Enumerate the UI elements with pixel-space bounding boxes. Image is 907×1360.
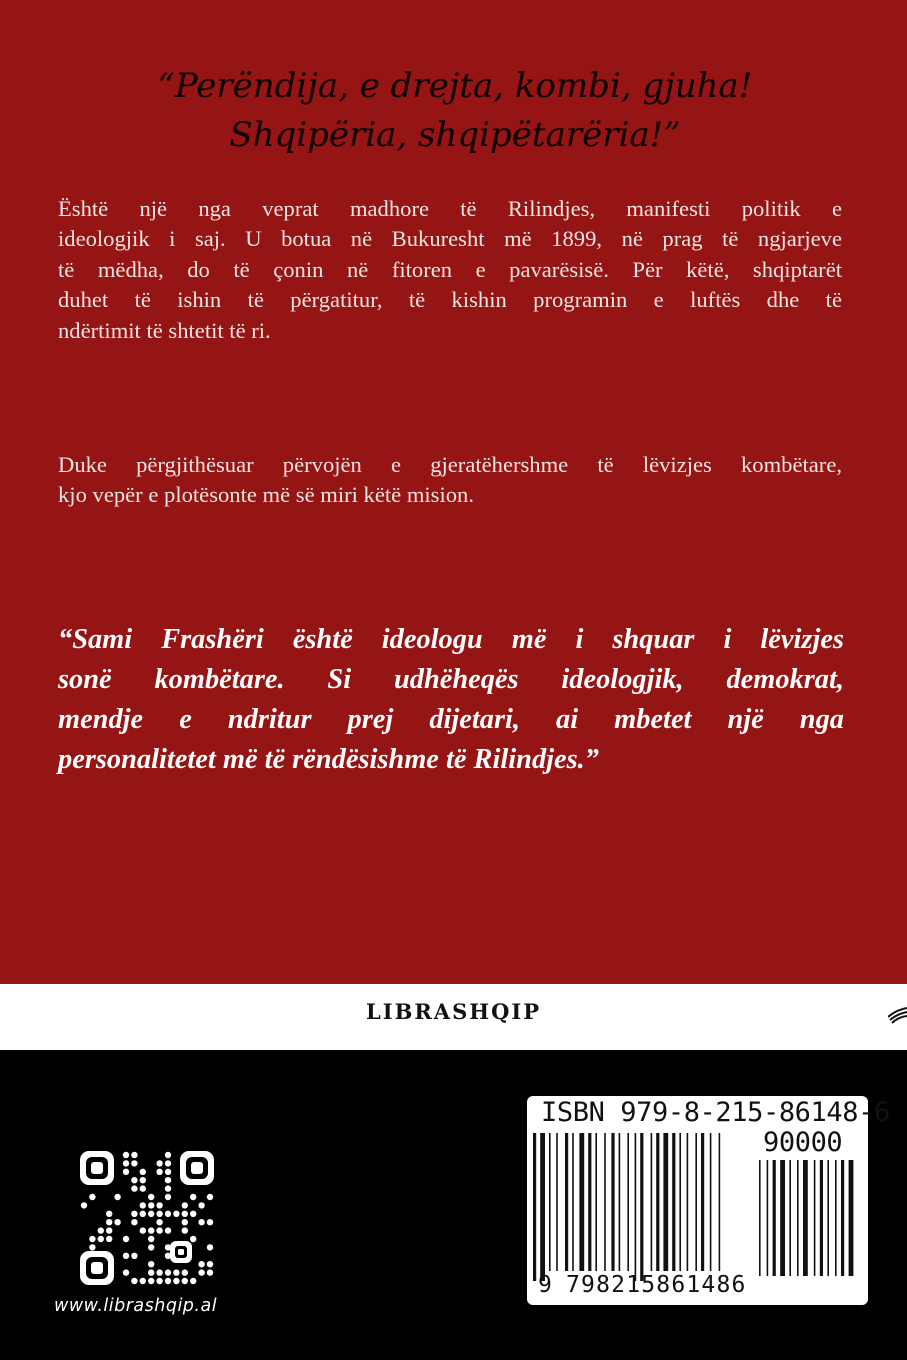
headline-quote xyxy=(60,62,850,160)
quote-line: “Sami Frashëri është ideologu më i shquar i lëvizjes xyxy=(58,624,844,655)
ean-digits: 798215861486 xyxy=(566,1272,747,1298)
price-code: 90000 xyxy=(763,1127,843,1158)
description-paragraph-2 xyxy=(58,450,842,511)
qr-code-icon xyxy=(80,1151,214,1285)
isbn-label: ISBN 979-8-215-86148-6 xyxy=(541,1097,890,1128)
quote-line: mendje e ndritur prej dijetari, ai mbetet një nga xyxy=(58,704,844,735)
paragraph-line: të mëdha, do të çonin në fitoren e pavarësisë. Për këtë, shqiptarët xyxy=(58,256,842,282)
paragraph-line: ndërtimit të shtetit të ri. xyxy=(58,317,271,343)
headline-line-1: “Perëndija, e drejta, kombi, gjuha! xyxy=(157,66,753,106)
author-quote xyxy=(58,620,844,780)
paragraph-line: Duke përgjithësuar përvojën e gjeratëhershme të lëvizjes kombëtare, xyxy=(58,452,842,477)
publisher-mark-icon xyxy=(888,1006,907,1024)
paragraph-line: duhet të ishin të përgatitur, të kishin programin e luftës dhe të xyxy=(58,287,842,313)
paragraph-line: kjo vepër e plotësonte më së miri këtë mision. xyxy=(58,482,474,508)
paragraph-line: ideologjik i saj. U botua në Bukuresht më 1899, në prag të ngjarjeve xyxy=(58,226,842,252)
ean-first-digit: 9 xyxy=(538,1272,552,1298)
quote-line: personalitetet më të rëndësishme të Rilindjes.” xyxy=(58,744,599,775)
description-paragraph-1 xyxy=(58,194,842,346)
quote-line: sonë kombëtare. Si udhëheqës ideologjik, demokrat, xyxy=(58,664,844,695)
headline-line-2: Shqipëria, shqipëtarëria!” xyxy=(229,115,681,155)
paragraph-line: Është një nga veprat madhore të Rilindjes, manifesti politik e xyxy=(58,196,842,221)
publisher-logo-text: LIBRASHQIP xyxy=(366,999,541,1024)
publisher-website: www.librashqip.al xyxy=(54,1296,218,1316)
